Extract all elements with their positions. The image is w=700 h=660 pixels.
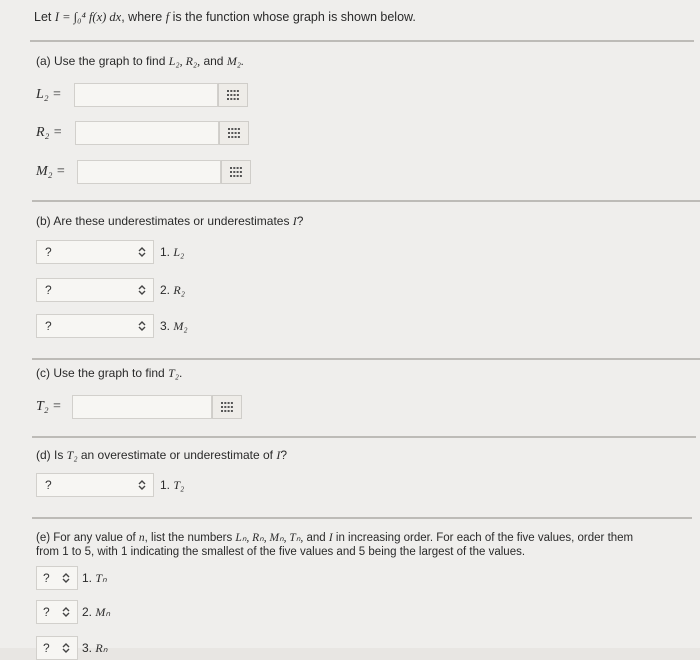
- item-variable: L₂: [173, 245, 185, 259]
- chevron-updown-icon: [137, 246, 147, 258]
- divider: [32, 517, 692, 519]
- grid-icon: [221, 402, 233, 412]
- item-number: 2.: [82, 605, 93, 619]
- item-number: 1.: [160, 478, 171, 492]
- item-variable: R₂: [173, 283, 185, 297]
- item-number: 2.: [160, 283, 171, 297]
- item-number: 3.: [160, 319, 171, 333]
- divider: [32, 358, 700, 360]
- part-c-prompt: [36, 366, 182, 381]
- select-label-l2: [160, 245, 184, 260]
- chevron-updown-icon: [137, 479, 147, 491]
- part-a-prompt: [36, 54, 244, 69]
- select-value: ?: [45, 283, 52, 297]
- statement-suffix-2: is the function whose graph is shown below.: [169, 10, 416, 24]
- select-label-tn: [82, 571, 107, 586]
- m2-estimate-select[interactable]: [36, 314, 154, 338]
- chevron-updown-icon: [61, 572, 71, 584]
- item-variable: Mₙ: [95, 605, 111, 619]
- select-value: ?: [45, 478, 52, 492]
- part-d-prompt-post: ?: [280, 448, 287, 462]
- item-variable: M₂: [173, 319, 188, 333]
- item-variable: Tₙ: [95, 571, 107, 585]
- part-a-prompt-math2: M₂.: [226, 54, 244, 68]
- part-e-post: in increasing order. For each of the five values, order them: [332, 532, 634, 544]
- function-variable: f: [165, 10, 170, 24]
- part-d-prompt-math2: I: [276, 448, 281, 462]
- item-variable: T₂: [173, 478, 185, 492]
- select-label-r2: [160, 283, 185, 298]
- l2-label: L₂ =: [36, 87, 62, 102]
- part-e-mid: , list the numbers: [144, 532, 236, 544]
- select-label-mn: [82, 605, 110, 620]
- chevron-updown-icon: [61, 606, 71, 618]
- t2-estimate-select[interactable]: [36, 473, 154, 497]
- part-e-pre: (e) For any value of: [36, 532, 139, 544]
- part-b-prompt-post: ?: [296, 214, 304, 228]
- part-c-prompt-pre: (c) Use the graph to find: [36, 366, 169, 380]
- item-number: 1.: [160, 245, 171, 259]
- part-a-prompt-and: and: [200, 54, 227, 68]
- item-number: 1.: [82, 571, 93, 585]
- part-e-and: and: [303, 532, 329, 544]
- select-label-m2: [160, 319, 188, 334]
- part-a-prompt-math: L₂, R₂,: [168, 54, 201, 68]
- statement-suffix: , where: [121, 10, 166, 24]
- r2-math-palette-button[interactable]: [219, 121, 249, 145]
- r2-estimate-select[interactable]: [36, 278, 154, 302]
- m2-label: M₂ =: [36, 164, 66, 179]
- rn-order-select[interactable]: [36, 636, 78, 660]
- divider: [32, 436, 696, 438]
- grid-icon: [228, 128, 240, 138]
- integral-expression: I = ∫₀⁴ f(x) dx: [54, 10, 122, 24]
- t2-math-palette-button[interactable]: [212, 395, 242, 419]
- l2-answer-input[interactable]: [74, 83, 218, 107]
- r2-answer-input[interactable]: [75, 121, 219, 145]
- t2-answer-input[interactable]: [72, 395, 212, 419]
- part-e-prompt-line2: from 1 to 5, with 1 indicating the smallest of the five values and 5 being the largest of the values.: [36, 546, 526, 558]
- problem-statement: [34, 10, 416, 25]
- tn-order-select[interactable]: [36, 566, 78, 590]
- l2-math-palette-button[interactable]: [218, 83, 248, 107]
- part-e-vars: Lₙ, Rₙ, Mₙ, Tₙ,: [235, 532, 304, 544]
- part-b-prompt: [36, 214, 303, 229]
- mn-order-select[interactable]: [36, 600, 78, 624]
- select-value: ?: [45, 319, 52, 333]
- select-value: ?: [45, 245, 52, 259]
- part-e-n: n: [138, 532, 145, 544]
- part-c-prompt-post: .: [178, 366, 183, 380]
- part-d-prompt-mid: an overestimate or underestimate of: [77, 448, 277, 462]
- chevron-updown-icon: [137, 284, 147, 296]
- part-e-prompt-line1: [36, 530, 633, 544]
- divider: [32, 200, 700, 202]
- r2-label: R₂ =: [36, 125, 63, 140]
- m2-answer-input[interactable]: [77, 160, 221, 184]
- part-c-prompt-math: T₂: [168, 366, 179, 380]
- divider: [30, 40, 694, 42]
- select-label-rn: [82, 641, 107, 656]
- item-number: 3.: [82, 641, 93, 655]
- item-variable: Rₙ: [95, 641, 108, 655]
- t2-label: T₂ =: [36, 399, 62, 414]
- m2-math-palette-button[interactable]: [221, 160, 251, 184]
- part-d-prompt: [36, 448, 287, 463]
- grid-icon: [227, 90, 239, 100]
- statement-prefix: Let: [34, 10, 55, 24]
- part-b-prompt-math: I: [292, 214, 297, 228]
- grid-icon: [230, 167, 242, 177]
- select-value: ?: [43, 641, 50, 655]
- select-label-t2: [160, 478, 184, 493]
- part-a-prompt-pre: (a) Use the graph to find: [36, 54, 169, 68]
- part-d-prompt-math: T₂: [66, 448, 78, 462]
- select-value: ?: [43, 571, 50, 585]
- part-b-prompt-pre: (b) Are these underestimates or underestimates: [36, 214, 293, 228]
- l2-estimate-select[interactable]: [36, 240, 154, 264]
- part-d-prompt-pre: (d) Is: [36, 448, 67, 462]
- part-e-I: I: [328, 532, 333, 544]
- chevron-updown-icon: [137, 320, 147, 332]
- select-value: ?: [43, 605, 50, 619]
- chevron-updown-icon: [61, 642, 71, 654]
